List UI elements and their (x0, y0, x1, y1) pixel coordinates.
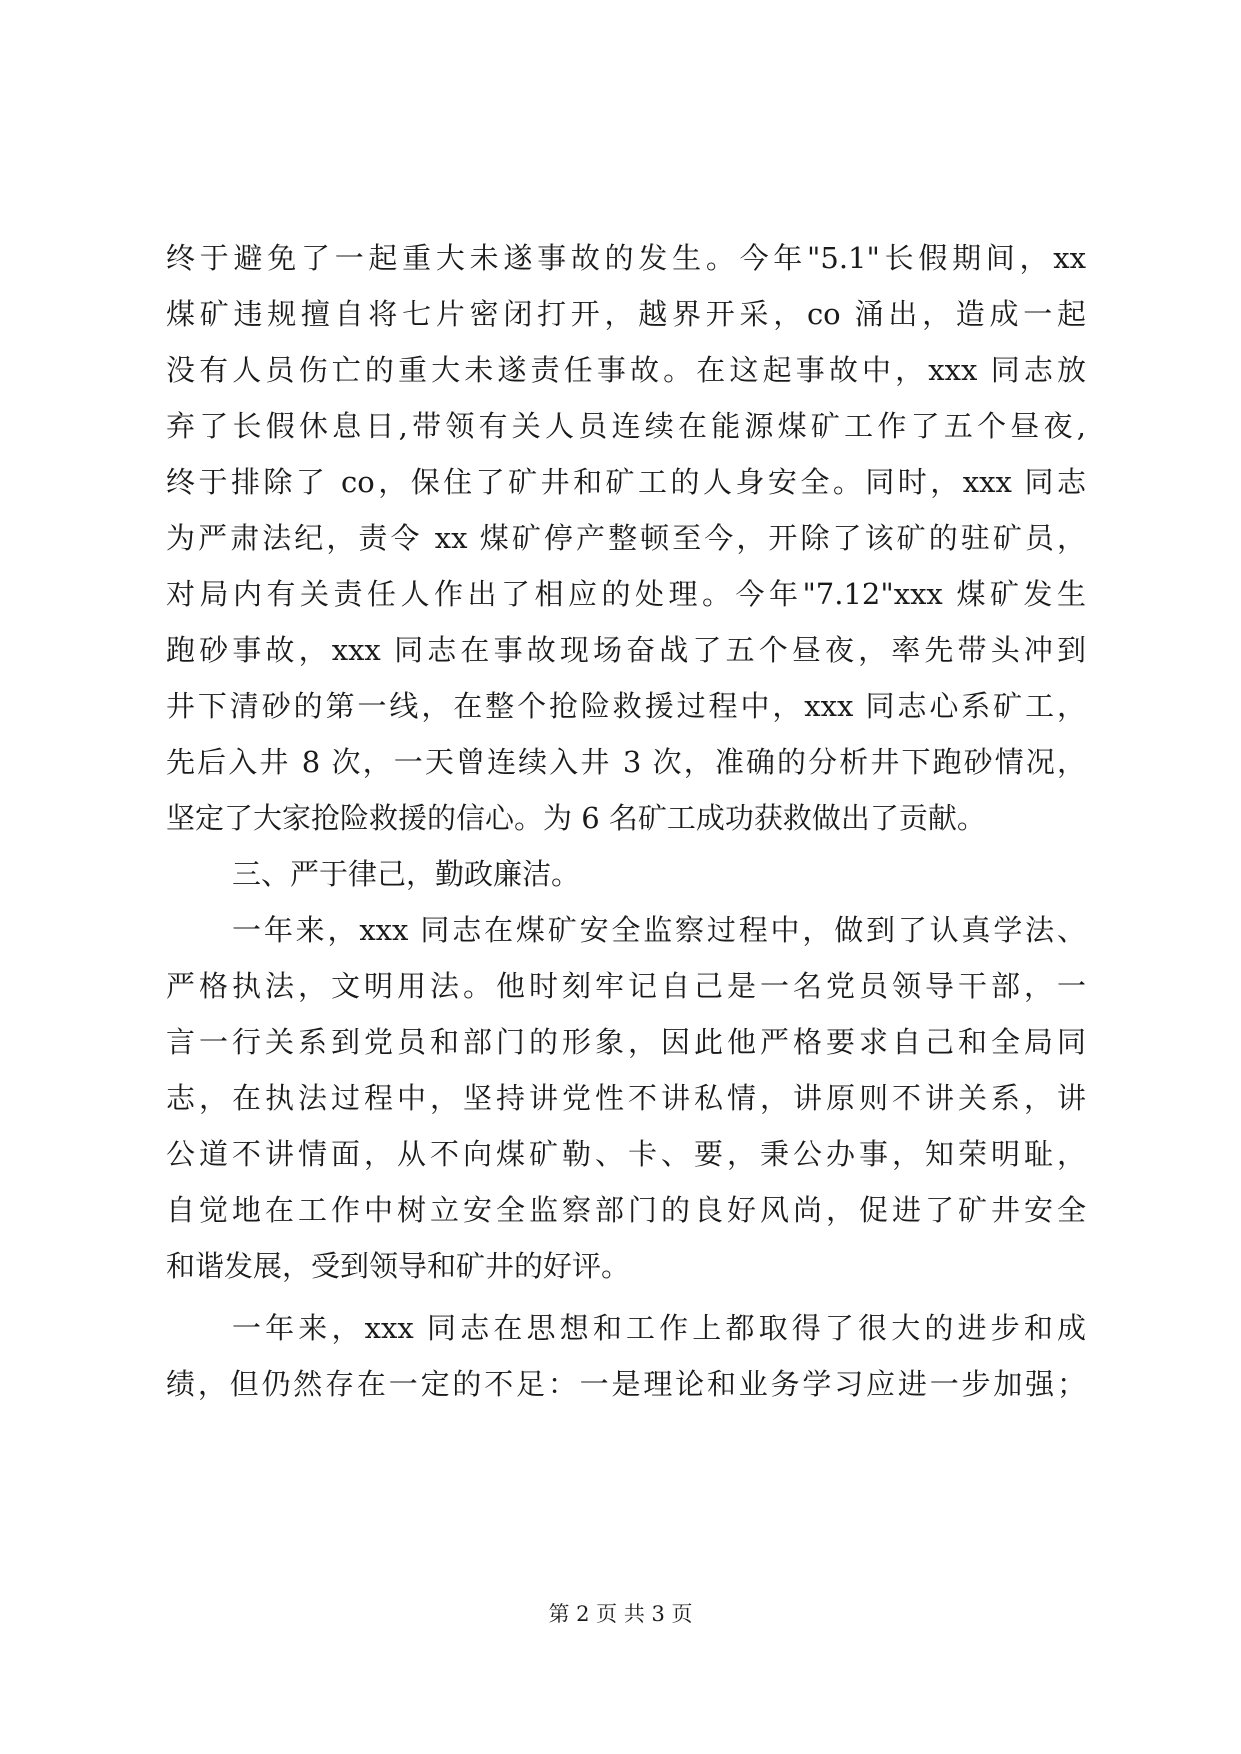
body-line-8: 跑砂事故，xxx 同志在事故现场奋战了五个昼夜，率先带头冲到 (166, 633, 1086, 667)
page-number-footer: 第 2 页 共 3 页 (548, 1602, 693, 1626)
body-line-15: 言一行关系到党员和部门的形象，因此他严格要求自己和全局同 (166, 1025, 1086, 1059)
body-line-18: 自觉地在工作中树立安全监察部门的良好风尚，促进了矿井安全 (166, 1193, 1086, 1227)
body-line-9: 井下清砂的第一线，在整个抢险救援过程中，xxx 同志心系矿工， (166, 689, 1086, 723)
body-line-7: 对局内有关责任人作出了相应的处理。今年"7.12"xxx 煤矿发生 (166, 577, 1086, 611)
body-line-5: 终于排除了 co，保住了矿井和矿工的人身安全。同时，xxx 同志 (166, 465, 1086, 499)
body-line-13: 一年来，xxx 同志在煤矿安全监察过程中，做到了认真学法、 (232, 913, 1086, 947)
body-line-17: 公道不讲情面，从不向煤矿勒、卡、要，秉公办事，知荣明耻， (166, 1137, 1086, 1171)
body-line-10: 先后入井 8 次，一天曾连续入井 3 次，准确的分析井下跑砂情况， (166, 745, 1086, 779)
section-heading: 三、严于律己，勤政廉洁。 (232, 857, 581, 891)
body-line-3: 没有人员伤亡的重大未遂责任事故。在这起事故中，xxx 同志放 (166, 353, 1086, 387)
body-line-1: 终于避免了一起重大未遂事故的发生。今年"5.1"长假期间，xx (166, 241, 1086, 275)
body-line-4: 弃了长假休息日,带领有关人员连续在能源煤矿工作了五个昼夜, (166, 409, 1086, 443)
body-line-16: 志，在执法过程中，坚持讲党性不讲私情，讲原则不讲关系，讲 (166, 1081, 1086, 1115)
body-line-21: 绩，但仍然存在一定的不足：一是理论和业务学习应进一步加强； (166, 1367, 1086, 1401)
body-line-19: 和谐发展，受到领导和矿井的好评。 (166, 1249, 631, 1283)
body-line-6: 为严肃法纪，责令 xx 煤矿停产整顿至今，开除了该矿的驻矿员， (166, 521, 1086, 555)
body-line-20: 一年来，xxx 同志在思想和工作上都取得了很大的进步和成 (232, 1311, 1086, 1345)
body-line-11: 坚定了大家抢险救援的信心。为 6 名矿工成功获救做出了贡献。 (166, 801, 986, 835)
body-line-14: 严格执法，文明用法。他时刻牢记自己是一名党员领导干部，一 (166, 969, 1086, 1003)
body-line-2: 煤矿违规擅自将七片密闭打开，越界开采，co 涌出，造成一起 (166, 297, 1086, 331)
